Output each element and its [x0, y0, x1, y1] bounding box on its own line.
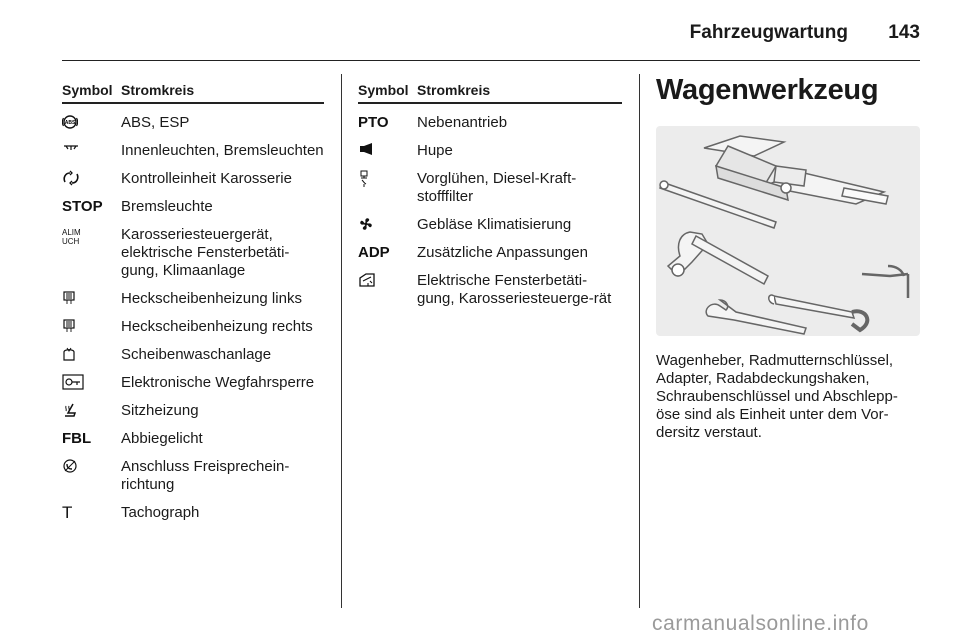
circuit-label: Karosseriesteuergerät, elektrische Fensterbetäti-gung, Klimaanlage	[121, 226, 290, 279]
fan-icon	[358, 216, 412, 237]
circuit-label: Heckscheibenheizung rechts	[121, 318, 313, 335]
table-row	[62, 318, 324, 336]
table-row	[62, 170, 324, 188]
circuit-label: Nebenantrieb	[417, 114, 508, 131]
circuit-label: Innenleuchten, Bremsleuchten	[121, 142, 324, 159]
circuit-label: Abbiegelicht	[121, 430, 203, 447]
table-row	[358, 114, 622, 132]
table-row	[62, 374, 324, 392]
interior-light-icon	[62, 142, 116, 161]
adp-symbol: ADP	[358, 244, 390, 261]
fuse-table-right	[358, 78, 622, 318]
page-number: 143	[888, 22, 920, 43]
page-header	[62, 14, 920, 61]
circuit-column-header: Stromkreis	[417, 82, 491, 98]
circuit-label: Anschluss Freisprechein-richtung	[121, 458, 290, 493]
table-row	[358, 272, 622, 308]
wheel-wrench-icon	[668, 232, 768, 284]
glow-plug-icon	[358, 170, 412, 193]
table-header	[62, 78, 324, 104]
table-row	[62, 402, 324, 420]
table-row	[358, 216, 622, 234]
circuit-column-header: Stromkreis	[121, 82, 195, 98]
circuit-label: Sitzheizung	[121, 402, 199, 419]
section-caption: Wagenheber, Radmutternschlüssel, Adapter, Radabdeckungshaken, Schraubenschlüssel und Abschlepp-öse sind als Einheit unter dem Vor-dersitz verstaut.	[656, 352, 898, 441]
alim-uch-symbol: ALIM UCH	[62, 228, 81, 246]
washer-icon	[62, 346, 116, 367]
circuit-label: Tachograph	[121, 504, 200, 521]
vehicle-tools-section	[656, 74, 920, 441]
table-row	[62, 226, 324, 280]
table-row	[62, 346, 324, 364]
circuit-label: ABS, ESP	[121, 114, 190, 131]
fbl-symbol: FBL	[62, 430, 92, 447]
watermark: carmanualsonline.info	[652, 612, 869, 635]
section-heading: Wagenwerkzeug	[656, 74, 879, 106]
table-row	[358, 142, 622, 160]
table-row	[358, 244, 622, 262]
rear-defrost-icon	[62, 318, 116, 339]
table-row	[358, 170, 622, 206]
circuit-label: Elektrische Fensterbetäti-gung, Karosseriesteuerge-rät	[417, 272, 612, 307]
circuit-label: Gebläse Klimatisierung	[417, 216, 572, 233]
table-row	[62, 290, 324, 308]
immobiliser-icon	[62, 374, 116, 395]
body-control-icon	[62, 170, 116, 191]
seat-heating-icon	[62, 402, 116, 423]
tachograph-symbol: T	[62, 503, 73, 522]
table-header	[358, 78, 622, 104]
column-divider	[639, 74, 640, 608]
circuit-label: Vorglühen, Diesel-Kraft-stofffilter	[417, 170, 577, 205]
hubcap-hook-icon	[862, 266, 908, 298]
table-row	[62, 114, 324, 132]
circuit-label: Kontrolleinheit Karosserie	[121, 170, 292, 187]
tool-kit-drawing	[656, 126, 920, 336]
table-row	[62, 458, 324, 494]
abs-icon	[62, 114, 116, 135]
horn-icon	[358, 142, 412, 161]
symbol-column-header: Symbol	[358, 82, 409, 98]
circuit-label: Hupe	[417, 142, 453, 159]
table-row	[62, 198, 324, 216]
window-icon	[358, 272, 412, 293]
rear-defrost-icon	[62, 290, 116, 311]
car-jack-icon	[704, 136, 888, 204]
handsfree-icon	[62, 458, 116, 479]
pto-symbol: PTO	[358, 114, 389, 131]
vehicle-tools-illustration	[656, 126, 920, 336]
symbol-column-header: Symbol	[62, 82, 113, 98]
circuit-label: Scheibenwaschanlage	[121, 346, 272, 363]
page-title: Fahrzeugwartung	[689, 22, 848, 43]
circuit-label: Heckscheibenheizung links	[121, 290, 302, 307]
circuit-label: Elektronische Wegfahrsperre	[121, 374, 315, 391]
stop-symbol: STOP	[62, 198, 103, 215]
circuit-label: Bremsleuchte	[121, 198, 213, 215]
column-divider	[341, 74, 342, 608]
table-row	[62, 142, 324, 160]
circuit-label: Zusätzliche Anpassungen	[417, 244, 588, 261]
table-row	[62, 430, 324, 448]
fuse-table-left	[62, 78, 324, 532]
table-row	[62, 504, 324, 522]
svg-text:ABS: ABS	[64, 120, 76, 126]
